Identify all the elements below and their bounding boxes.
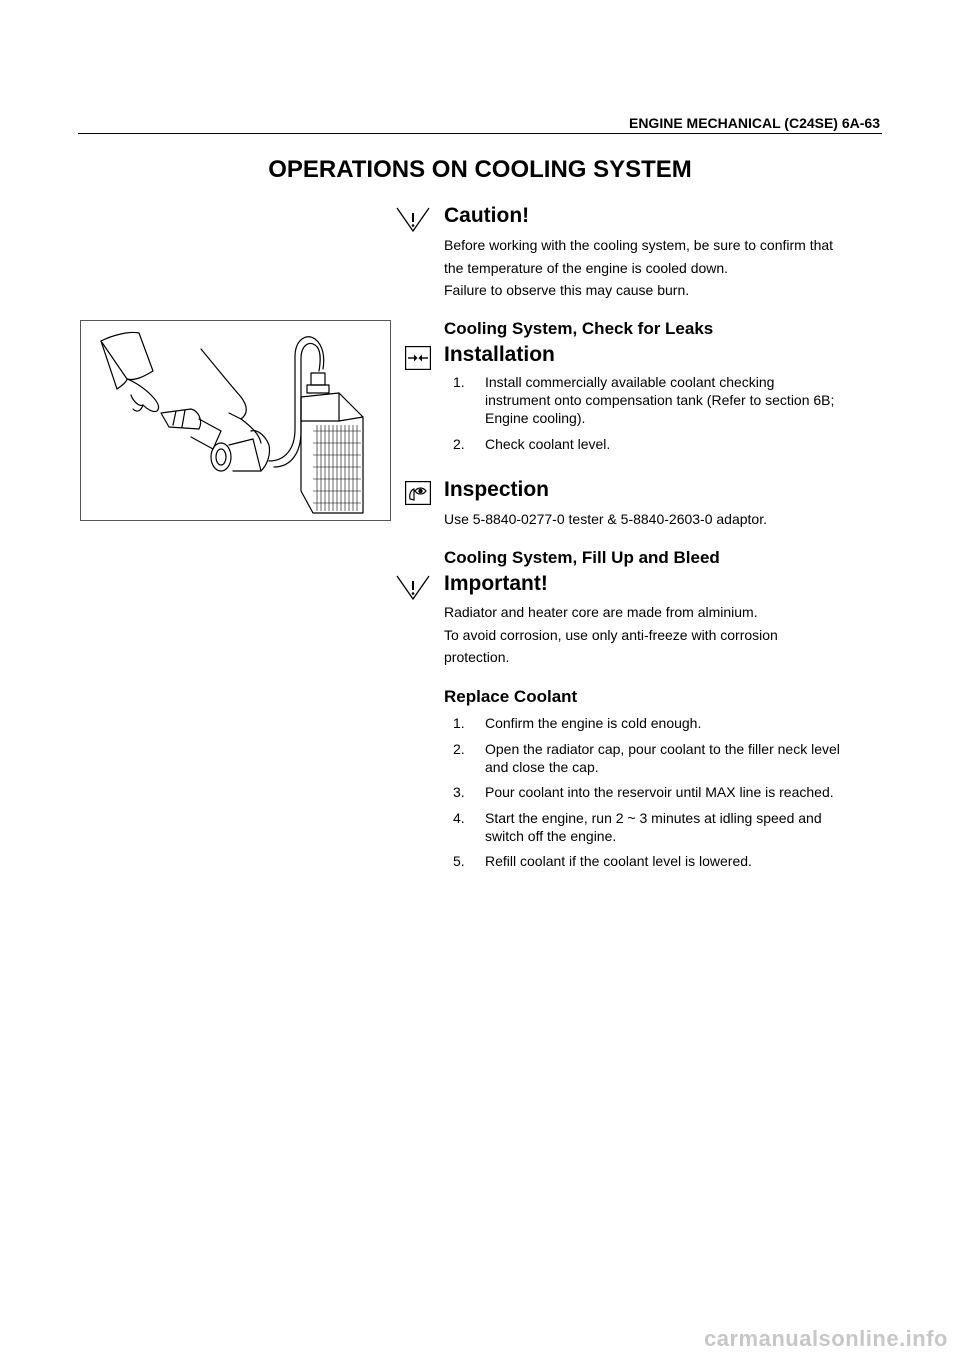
illustration-pressure-tester (80, 320, 391, 521)
installation-step-line: Engine cooling). (485, 410, 586, 426)
warning-icon (396, 574, 430, 600)
replace-step-line: Pour coolant into the reservoir until MAX line is reached. (485, 784, 834, 800)
replace-step-line: Open the radiator cap, pour coolant to the filler neck level (485, 741, 840, 757)
inspection-icon (405, 481, 431, 505)
installation-icon (405, 346, 431, 370)
replace-step-number: 5. (453, 853, 465, 869)
important-line-2: To avoid corrosion, use only anti-freeze with corrosion (444, 627, 778, 643)
replace-step-number: 1. (453, 715, 465, 731)
fill-bleed-heading: Cooling System, Fill Up and Bleed (444, 548, 720, 567)
inspection-text: Use 5-8840-0277-0 tester & 5-8840-2603-0 adaptor. (444, 511, 767, 527)
warning-icon (396, 206, 430, 232)
watermark[interactable]: carmanualsonline.info (704, 1326, 948, 1351)
pressure-tester-drawing (81, 321, 390, 520)
replace-step-line: and close the cap. (485, 759, 599, 775)
page-title: OPERATIONS ON COOLING SYSTEM (268, 156, 692, 183)
replace-step-line: Refill coolant if the coolant level is lowered. (485, 853, 752, 869)
installation-step-line: instrument onto compensation tank (Refer to section 6B; (485, 392, 835, 408)
important-line-1: Radiator and heater core are made from alminium. (444, 604, 758, 620)
caution-line-1: Before working with the cooling system, be sure to confirm that (444, 237, 834, 253)
installation-step-number: 2. (453, 436, 465, 452)
caution-heading: Caution! (444, 204, 530, 227)
replace-step-number: 2. (453, 741, 465, 757)
running-header: ENGINE MECHANICAL (C24SE) 6A-63 (628, 115, 880, 131)
installation-step-line: Check coolant level. (485, 436, 611, 452)
replace-step-line: switch off the engine. (485, 828, 617, 844)
replace-step-line: Confirm the engine is cold enough. (485, 715, 702, 731)
caution-line-3: Failure to observe this may cause burn. (444, 282, 690, 298)
installation-step-number: 1. (453, 374, 465, 390)
important-line-3: protection. (444, 649, 510, 665)
caution-line-2: the temperature of the engine is cooled down. (444, 260, 729, 276)
important-heading: Important! (444, 572, 548, 595)
header-rule (78, 133, 882, 134)
footer (0, 1318, 960, 1358)
replace-step-number: 3. (453, 784, 465, 800)
replace-step-number: 4. (453, 810, 465, 826)
replace-coolant-heading: Replace Coolant (444, 687, 578, 706)
replace-step-line: Start the engine, run 2 ~ 3 minutes at idling speed and (485, 810, 822, 826)
installation-heading: Installation (444, 343, 555, 366)
installation-step-line: Install commercially available coolant checking (485, 374, 775, 390)
leak-check-heading: Cooling System, Check for Leaks (444, 319, 714, 338)
inspection-heading: Inspection (444, 478, 550, 501)
